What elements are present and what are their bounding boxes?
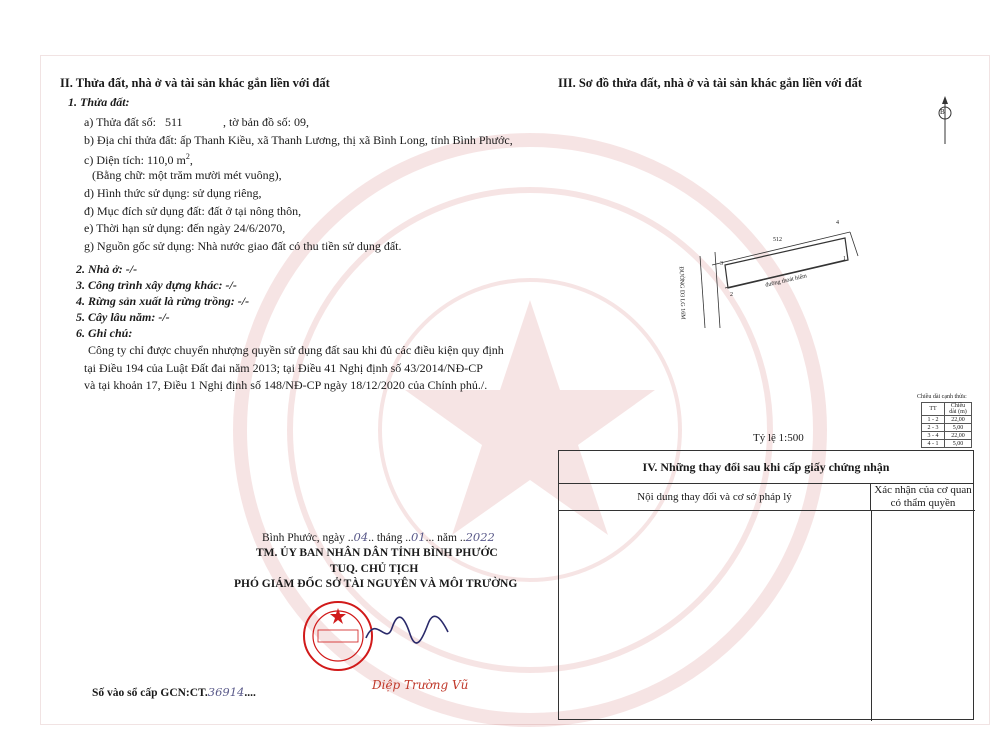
north-arrow-icon [934,96,956,146]
signing-date: Bình Phước, ngày ..04.. tháng ..01... năm ..2022 [262,530,495,544]
authority-line-1: TM. ỦY BAN NHÂN DÂN TỈNH BÌNH PHƯỚC [256,547,498,559]
table-row [922,440,972,448]
area-value: c) Diện tích: 110,0 m [84,153,186,167]
notes-line-2: tại Điều 194 của Luật Đất đai năm 2013; tại Điều 41 Nghị định số 43/2014/NĐ-CP [84,361,483,375]
point-4: 4 [836,220,839,226]
signing-year: 2022 [465,530,495,544]
table-row [922,424,972,432]
notes-heading: 6. Ghi chú: [76,326,133,340]
neighbor-parcel-512: 512 [773,237,782,243]
construction-line: 3. Công trình xây dựng khác: -/- [76,278,237,292]
col-tt-header: TT [922,403,945,416]
parcel-number: 511 [164,115,183,129]
confirm-header-line-2: có thẩm quyền [890,497,956,509]
table-header-row [922,403,972,416]
notes-line-3: và tại khoản 17, Điều 1 Nghị định số 148/NĐ-CP ngày 18/12/2020 của Chính phủ./. [84,378,488,392]
signing-day: 04 [353,530,369,544]
main-road-label: ĐƯỜNG D3 LG 16M [677,266,686,320]
edge-length: 22,00 [945,432,972,440]
section-2-title: II. Thửa đất, nhà ở và tài sản khác gắn liền với đất [60,76,330,90]
confirm-header-line-1: Xác nhận của cơ quan [874,484,972,496]
registry-label: Số vào sổ cấp GCN:CT. [92,687,208,699]
signature-scribble [362,610,452,650]
perennial-line: 5. Cây lâu năm: -/- [76,310,170,324]
edge-id: 2 - 3 [922,424,945,432]
registry-number: 36914 [207,685,245,699]
edge-id: 1 - 2 [922,416,945,424]
usage-purpose: đ) Mục đích sử dụng đất: đất ở tại nông thôn, [84,204,302,218]
area-line [84,150,193,167]
signing-month: 01 [411,530,426,544]
notes-line-1: Công ty chỉ được chuyển nhượng quyền sử dụng đất sau khi đủ các điều kiện quy định [88,343,504,357]
section-3-title: III. Sơ đồ thửa đất, nhà ở và tài sản khác gắn liền với đất [558,76,863,90]
area-suffix: , [189,153,193,167]
point-1: 1 [843,256,846,262]
edge-length: 5,00 [945,424,972,432]
edge-id: 3 - 4 [922,432,945,440]
parcel-sketch [680,210,880,330]
escape-road-label: đường thoát hiểm [764,273,808,289]
table-row [922,416,972,424]
north-mark: B [940,108,945,116]
land-heading: 1. Thửa đất: [68,95,130,109]
changes-confirm-header [871,483,975,511]
registry-line: Số vào sổ cấp GCN:CT.36914.... [92,685,256,699]
edge-length: 22,00 [945,416,972,424]
table-row [922,432,972,440]
point-2: 2 [730,292,733,298]
map-sheet: , tờ bản đồ số: 09, [222,115,309,129]
changes-content-header: Nội dung thay đổi và cơ sở pháp lý [559,483,871,511]
area-unit-sup: 2 [185,152,190,161]
edge-id: 4 - 1 [922,440,945,448]
authority-line-3: PHÓ GIÁM ĐỐC SỞ TÀI NGUYÊN VÀ MÔI TRƯỜNG [234,578,518,590]
usage-form: d) Hình thức sử dụng: sử dụng riêng, [84,186,262,200]
parcel-number-label: a) Thửa đất số: [84,115,156,129]
section-4-title: IV. Những thay đổi sau khi cấp giấy chứng nhận [559,451,973,484]
changes-table [558,450,974,720]
area-in-words: (Bằng chữ: một trăm mười mét vuông), [92,168,282,182]
usage-origin: g) Nguồn gốc sử dụng: Nhà nước giao đất có thu tiền sử dụng đất. [84,239,402,253]
forest-line: 4. Rừng sản xuất là rừng trồng: -/- [76,294,250,308]
signing-place: Bình Phước, ngày [262,532,345,544]
column-divider [871,511,872,721]
usage-term: e) Thời hạn sử dụng: đến ngày 24/6/2070, [84,221,286,235]
edge-length: 5,00 [945,440,972,448]
signer-name: Diệp Trường Vũ [372,678,469,692]
house-line: 2. Nhà ở: -/- [76,262,138,276]
point-3: 3 [720,261,723,267]
map-scale: Tỷ lệ 1:500 [753,432,804,444]
parcel-number-line [84,115,309,129]
edge-length-table [921,402,972,448]
col-length-header: Chiều dài (m) [945,403,972,416]
address-line: b) Địa chỉ thửa đất: ấp Thanh Kiều, xã Thanh Lương, thị xã Bình Long, tỉnh Bình Phước, [84,133,513,147]
year-label: năm [437,532,457,544]
month-label: tháng [376,532,403,544]
edge-length-caption: Chiều dài cạnh thửa: [917,394,967,400]
authority-line-2: TUQ. CHỦ TỊCH [330,563,419,575]
